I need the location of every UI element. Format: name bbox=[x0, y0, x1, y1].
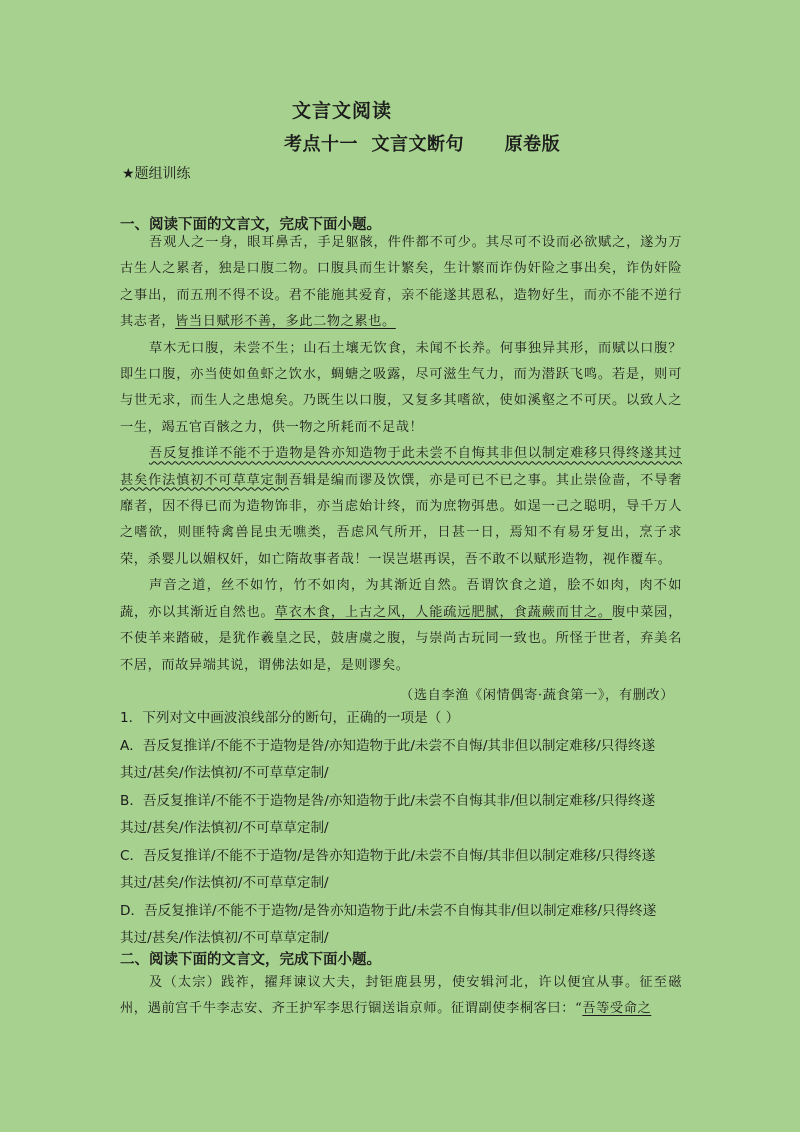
passage-text: 吾辑是编而谬及饮馔，亦是可已不已之事。其止崇俭啬，不导奢靡者，因不得已而为造物饰非，亦当虑始计终，而为庶物弭患。如逞一己之聪明，导千万人之嗜欲，则匪特禽兽昆虫无噍类，吾虑风气所开，日甚一日，焉知不有易牙复出，烹子求荣，杀婴儿以媚权奸，如亡隋故事者哉！一误岂堪再误，吾不敢不以赋形造物，视作覆车。 bbox=[120, 472, 682, 567]
underlined-sentence: 草衣木食，上古之风，人能疏远肥腻，食蔬蕨而甘之。 bbox=[274, 604, 612, 620]
option-c[interactable]: C．吾反复推详/不能不于造物/是咎亦知造物于此/未尝不自悔/其非但以制定难移/只得终遂 bbox=[120, 847, 656, 864]
section-label: ★题组训练 bbox=[122, 166, 191, 182]
passage-text: 及（太宗）践祚，擢拜谏议大夫，封钜鹿县男，使安辑河北，许以便宜从事。征至磁州，遇前宫千牛李志安、齐王护军李思行锢送诣京师。征谓副使李桐客曰：“ bbox=[120, 975, 682, 1017]
option-a[interactable]: A．吾反复推详/不能不于造物是咎/亦知造物于此/未尝不自悔/其非但以制定难移/只得终遂 bbox=[120, 737, 656, 754]
underlined-sentence: 吾等受命之 bbox=[582, 1001, 652, 1017]
passage-1-paragraph-2: 草木无口腹，未尝不生；山石土壤无饮食，未闻不长养。何事独异其形，而赋以口腹？即生口腹，亦当使如鱼虾之饮水，蜩螗之吸露，尽可滋生气力，而为潜跃飞鸣。若是，则可与世无求，而生人之患熄矣。乃既生以口腹，又复多其嗜欲，使如溪壑之不可厌。以致人之一生，竭五官百骸之力，供一物之所耗而不足哉！ bbox=[120, 340, 682, 435]
passage-source: （选自李渔《闲情偶寄·蔬食第一》，有删改） bbox=[400, 688, 674, 703]
passage-text: 声音之道，丝不如竹，竹不如肉，为其渐近自然。吾谓饮食之道，脍不如肉，肉不如蔬，亦以其渐近自然也。 bbox=[120, 578, 682, 620]
section-1-heading: 一、阅读下面的文言文，完成下面小题。 bbox=[120, 217, 381, 233]
underlined-sentence: 皆当日赋形不善，多此二物之累也。 bbox=[175, 314, 396, 330]
passage-1 bbox=[120, 230, 682, 679]
section-2-heading: 二、阅读下面的文言文，完成下面小题。 bbox=[120, 952, 381, 968]
passage-text: 吾观人之一身，眼耳鼻舌，手足躯骸，件件都不可少。其尽可不设而必欲赋之，遂为万古生人之累者，独是口腹二物。口腹具而生计繁矣，生计繁而诈伪奸险之事出矣，诈伪奸险之事出，而五刑不得不设。君不能施其爱育，亲不能遂其恩私，造物好生，而亦不能不逆行其志者， bbox=[120, 235, 682, 330]
passage-1-paragraph-1 bbox=[120, 230, 682, 336]
passage-text: 腹中菜园，不使羊来踏破，是犹作羲皇之民，鼓唐虞之腹，与崇尚古玩同一致也。所怪于世者，弃美名不居，而故异端其说，谓佛法如是，是则谬矣。 bbox=[120, 604, 682, 673]
passage-2-paragraph-1 bbox=[120, 970, 682, 1023]
wavy-underlined-passage: 吾反复推详不能不于造物是咎亦知造物于此未尝不自悔其非但以制定难移只得终遂其过甚矣作法慎初不可草草定制 bbox=[120, 446, 682, 488]
passage-1-paragraph-3 bbox=[120, 441, 682, 573]
option-b[interactable]: B．吾反复推详/不能不于造物是咎/亦知造物于此/未尝不自悔其非/但以制定难移/只得终遂 bbox=[120, 792, 656, 809]
question-1 bbox=[120, 705, 690, 953]
option-d[interactable]: D．吾反复推详/不能不于造物/是咎亦知造物于此/未尝不自悔其非/但以制定难移/只得终遂 bbox=[120, 902, 657, 919]
document-subtitle: 考点十一 文言文断句 原卷版 bbox=[284, 134, 561, 155]
question-stem: 1．下列对文中画波浪线部分的断句，正确的一项是（ ） bbox=[120, 710, 460, 726]
option-c-continued: 其过/甚矣/作法慎初/不可草草定制/ bbox=[120, 875, 329, 891]
option-d-continued: 其过/甚矣/作法慎初/不可草草定制/ bbox=[120, 930, 329, 946]
option-a-continued: 其过/甚矣/作法慎初/不可草草定制/ bbox=[120, 765, 329, 781]
option-b-continued: 其过/甚矣/作法慎初/不可草草定制/ bbox=[120, 820, 329, 836]
passage-2 bbox=[120, 970, 682, 1023]
document-title: 文言文阅读 bbox=[292, 100, 393, 122]
passage-1-paragraph-4 bbox=[120, 573, 682, 679]
